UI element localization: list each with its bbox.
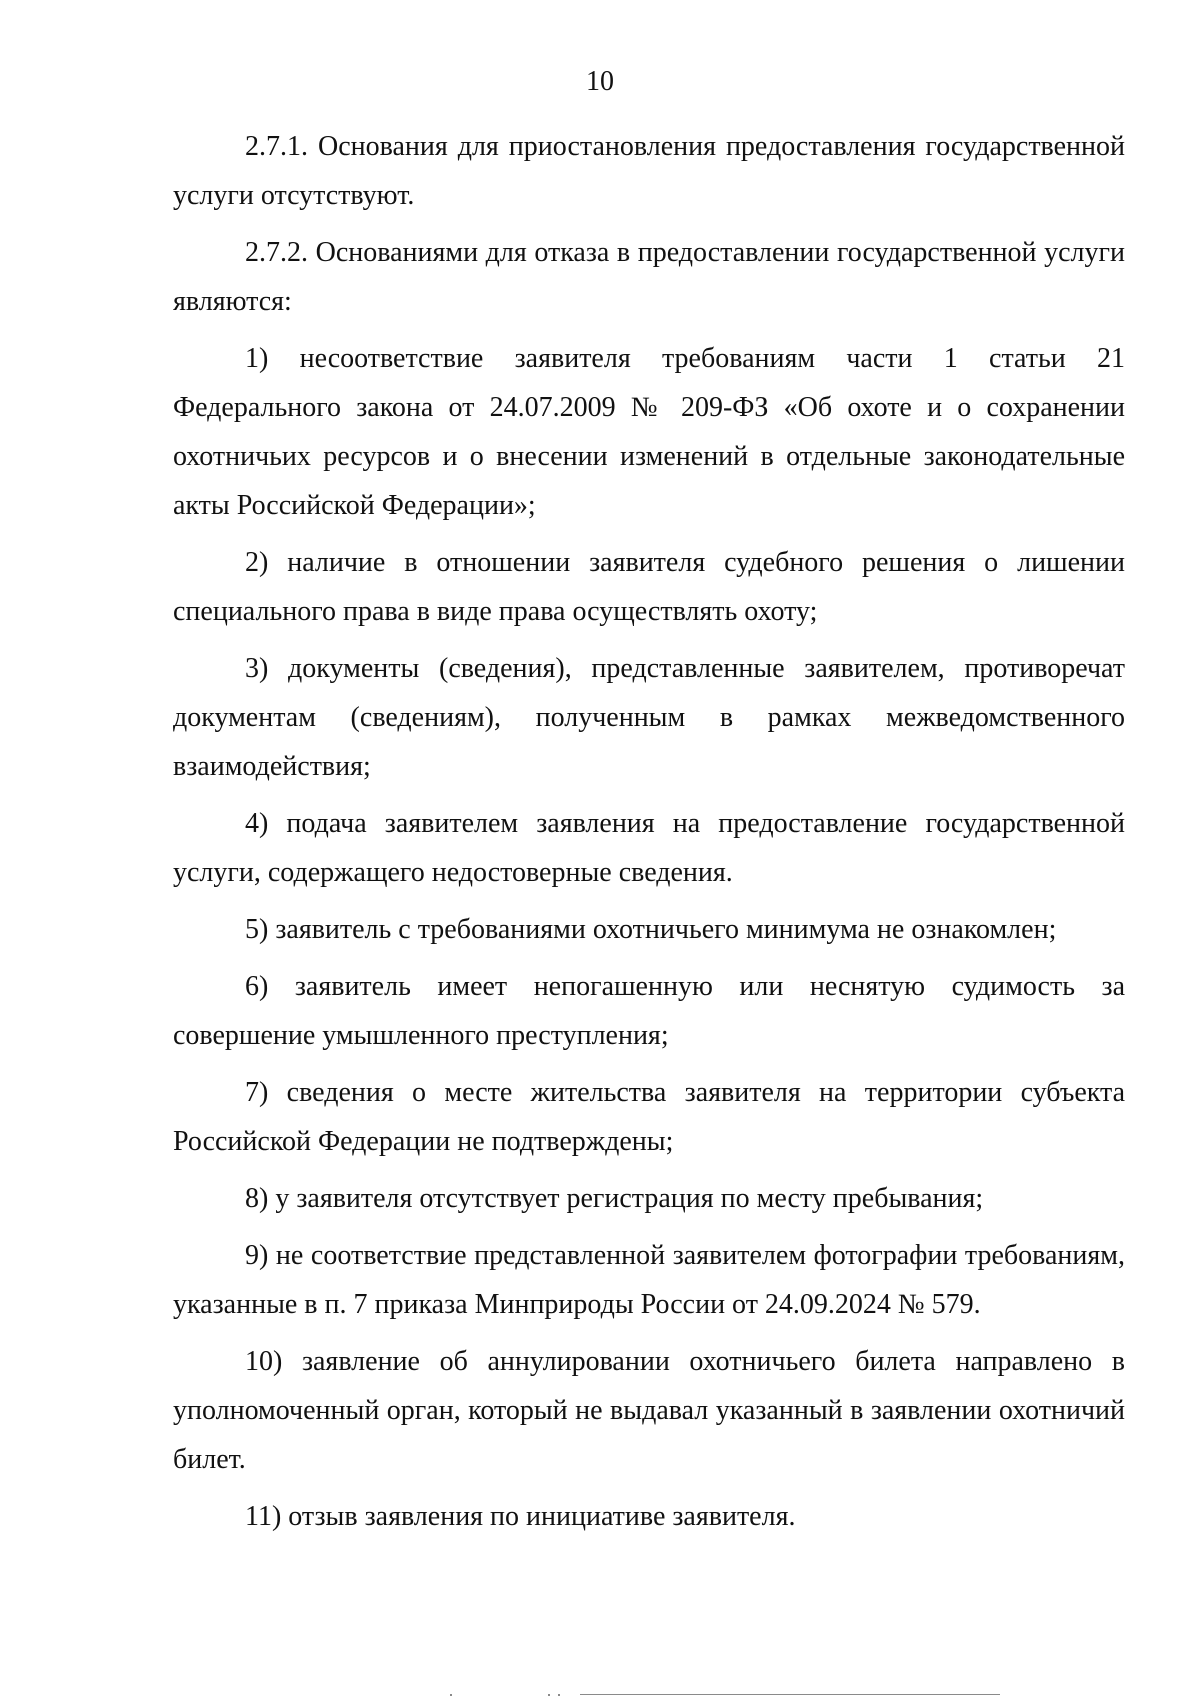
list-item-2: 2) наличие в отношении заявителя судебного решения о лишении специального права в виде права осуществлять охоту; [173,547,1125,627]
paragraph-2-7-1: 2.7.1. Основания для приостановления предоставления государственной услуги отсутствуют. [173,131,1125,211]
list-item-4: 4) подача заявителем заявления на предоставление государственной услуги, содержащего недостоверные сведения. [173,808,1125,888]
list-item-11: 11) отзыв заявления по инициативе заявителя. [245,1501,796,1532]
footer-scan-marks [440,1690,580,1698]
list-item-5: 5) заявитель с требованиями охотничьего минимума не ознакомлен; [245,914,1057,945]
document-body [173,122,1125,1541]
footer-rule [580,1694,1000,1695]
list-item-9: 9) не соответствие представленной заявителем фотографии требованиям, указанные в п. 7 приказа Минприроды России от 24.09.2024 № 579. [173,1240,1125,1320]
paragraph-2-7-2: 2.7.2. Основаниями для отказа в предоставлении государственной услуги являются: [173,237,1125,317]
list-item-1: 1) несоответствие заявителя требованиям части 1 статьи 21 Федерального закона от 24.07.2009 № 209-ФЗ «Об охоте и о сохранении охотничьих ресурсов и о внесении изменений в отдельные законодательные акты Российской Федерации»; [173,343,1125,521]
list-item-6: 6) заявитель имеет непогашенную или неснятую судимость за совершение умышленного преступления; [173,971,1125,1051]
list-item-3: 3) документы (сведения), представленные заявителем, противоречат документам (сведениям), полученным в рамках межведомственного взаимодействия; [173,653,1125,782]
list-item-7: 7) сведения о месте жительства заявителя на территории субъекта Российской Федерации не подтверждены; [173,1077,1125,1157]
list-item-8: 8) у заявителя отсутствует регистрация по месту пребывания; [245,1183,984,1214]
page-number: 10 [586,66,614,97]
list-item-10: 10) заявление об аннулировании охотничьего билета направлено в уполномоченный орган, который не выдавал указанный в заявлении охотничий билет. [173,1346,1125,1475]
